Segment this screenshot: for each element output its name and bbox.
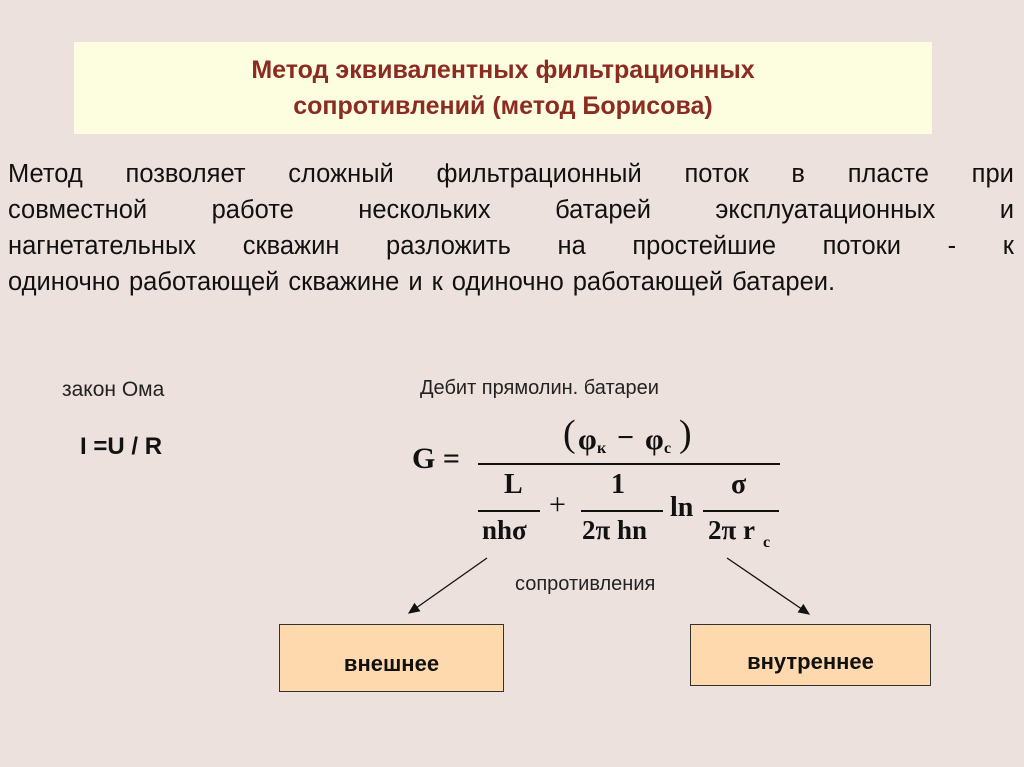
arrow-to-outer (409, 558, 487, 613)
phi-c-subscript: с (664, 440, 672, 457)
title-line-1: Метод эквивалентных фильтрационных (251, 56, 755, 84)
paragraph-word: работающей (129, 268, 280, 296)
paragraph-word: Метод (8, 160, 83, 188)
numerator-open-paren: ( (563, 413, 576, 455)
paragraph-word: в (791, 160, 805, 188)
paragraph-word: скважин (242, 232, 340, 260)
paragraph-word: и (999, 196, 1014, 224)
paragraph-word: одиночно (451, 268, 564, 296)
term1-numerator: L (504, 469, 523, 500)
paragraph-word: пласте (847, 160, 929, 188)
paragraph-word: разложить (386, 232, 511, 260)
inner-resistance-label: внутреннее (747, 649, 874, 674)
formula-caption: Дебит прямолин. батареи (420, 377, 659, 399)
paragraph-word: потоки (822, 232, 902, 260)
ln-operator: ln (670, 492, 694, 523)
paragraph-word: батареи. (732, 268, 836, 296)
paragraph-word: нескольких (358, 196, 491, 224)
term3-numerator: σ (731, 469, 747, 500)
phi-k-symbol: φ (578, 423, 597, 456)
paragraph-word: при (971, 160, 1014, 188)
paragraph-word: позволяет (125, 160, 246, 188)
paragraph-word: на (557, 232, 586, 260)
term3-denominator: 2π r (708, 515, 756, 545)
ohm-law-formula: I =U / R (80, 433, 163, 460)
paragraph-word: эксплуатационных (715, 196, 936, 224)
resistances-label: сопротивления (515, 573, 656, 595)
paragraph-word: скважине (288, 268, 400, 296)
numerator-close-paren: ) (679, 413, 692, 455)
numerator-minus: − (617, 421, 635, 454)
term2-denominator: 2π hn (582, 515, 648, 545)
term1-denominator: nhσ (482, 515, 527, 545)
arrow-to-inner (727, 558, 809, 614)
paragraph-word: сложный (288, 160, 394, 188)
paragraph-word: фильтрационный (436, 160, 642, 188)
paragraph-word: и (408, 268, 423, 296)
paragraph-word: нагнетательных (8, 232, 197, 260)
phi-c-symbol: φ (645, 423, 664, 456)
paragraph-word: простейшие (632, 232, 776, 260)
phi-k-subscript: к (597, 440, 607, 457)
paragraph-word: работе (211, 196, 294, 224)
formula-lhs: G = (412, 442, 460, 475)
paragraph-word: к (1002, 232, 1014, 260)
paragraph-word: батарей (555, 196, 651, 224)
paragraph-word: работающей (572, 268, 724, 296)
term3-subscript: c (763, 534, 771, 551)
paragraph-word: к (431, 268, 443, 296)
paragraph-word: поток (684, 160, 749, 188)
outer-resistance-label: внешнее (343, 651, 440, 676)
ohm-law-label: закон Ома (62, 378, 165, 401)
paragraph-word: - (947, 232, 957, 260)
paragraph-word: одиночно (8, 268, 120, 296)
term2-numerator: 1 (611, 469, 625, 500)
plus-sign: + (549, 488, 566, 521)
title-line-2: сопротивлений (метод Борисова) (293, 92, 713, 120)
outer-resistance-box (279, 624, 504, 692)
inner-resistance-box (690, 624, 931, 686)
paragraph-word: совместной (8, 196, 148, 224)
